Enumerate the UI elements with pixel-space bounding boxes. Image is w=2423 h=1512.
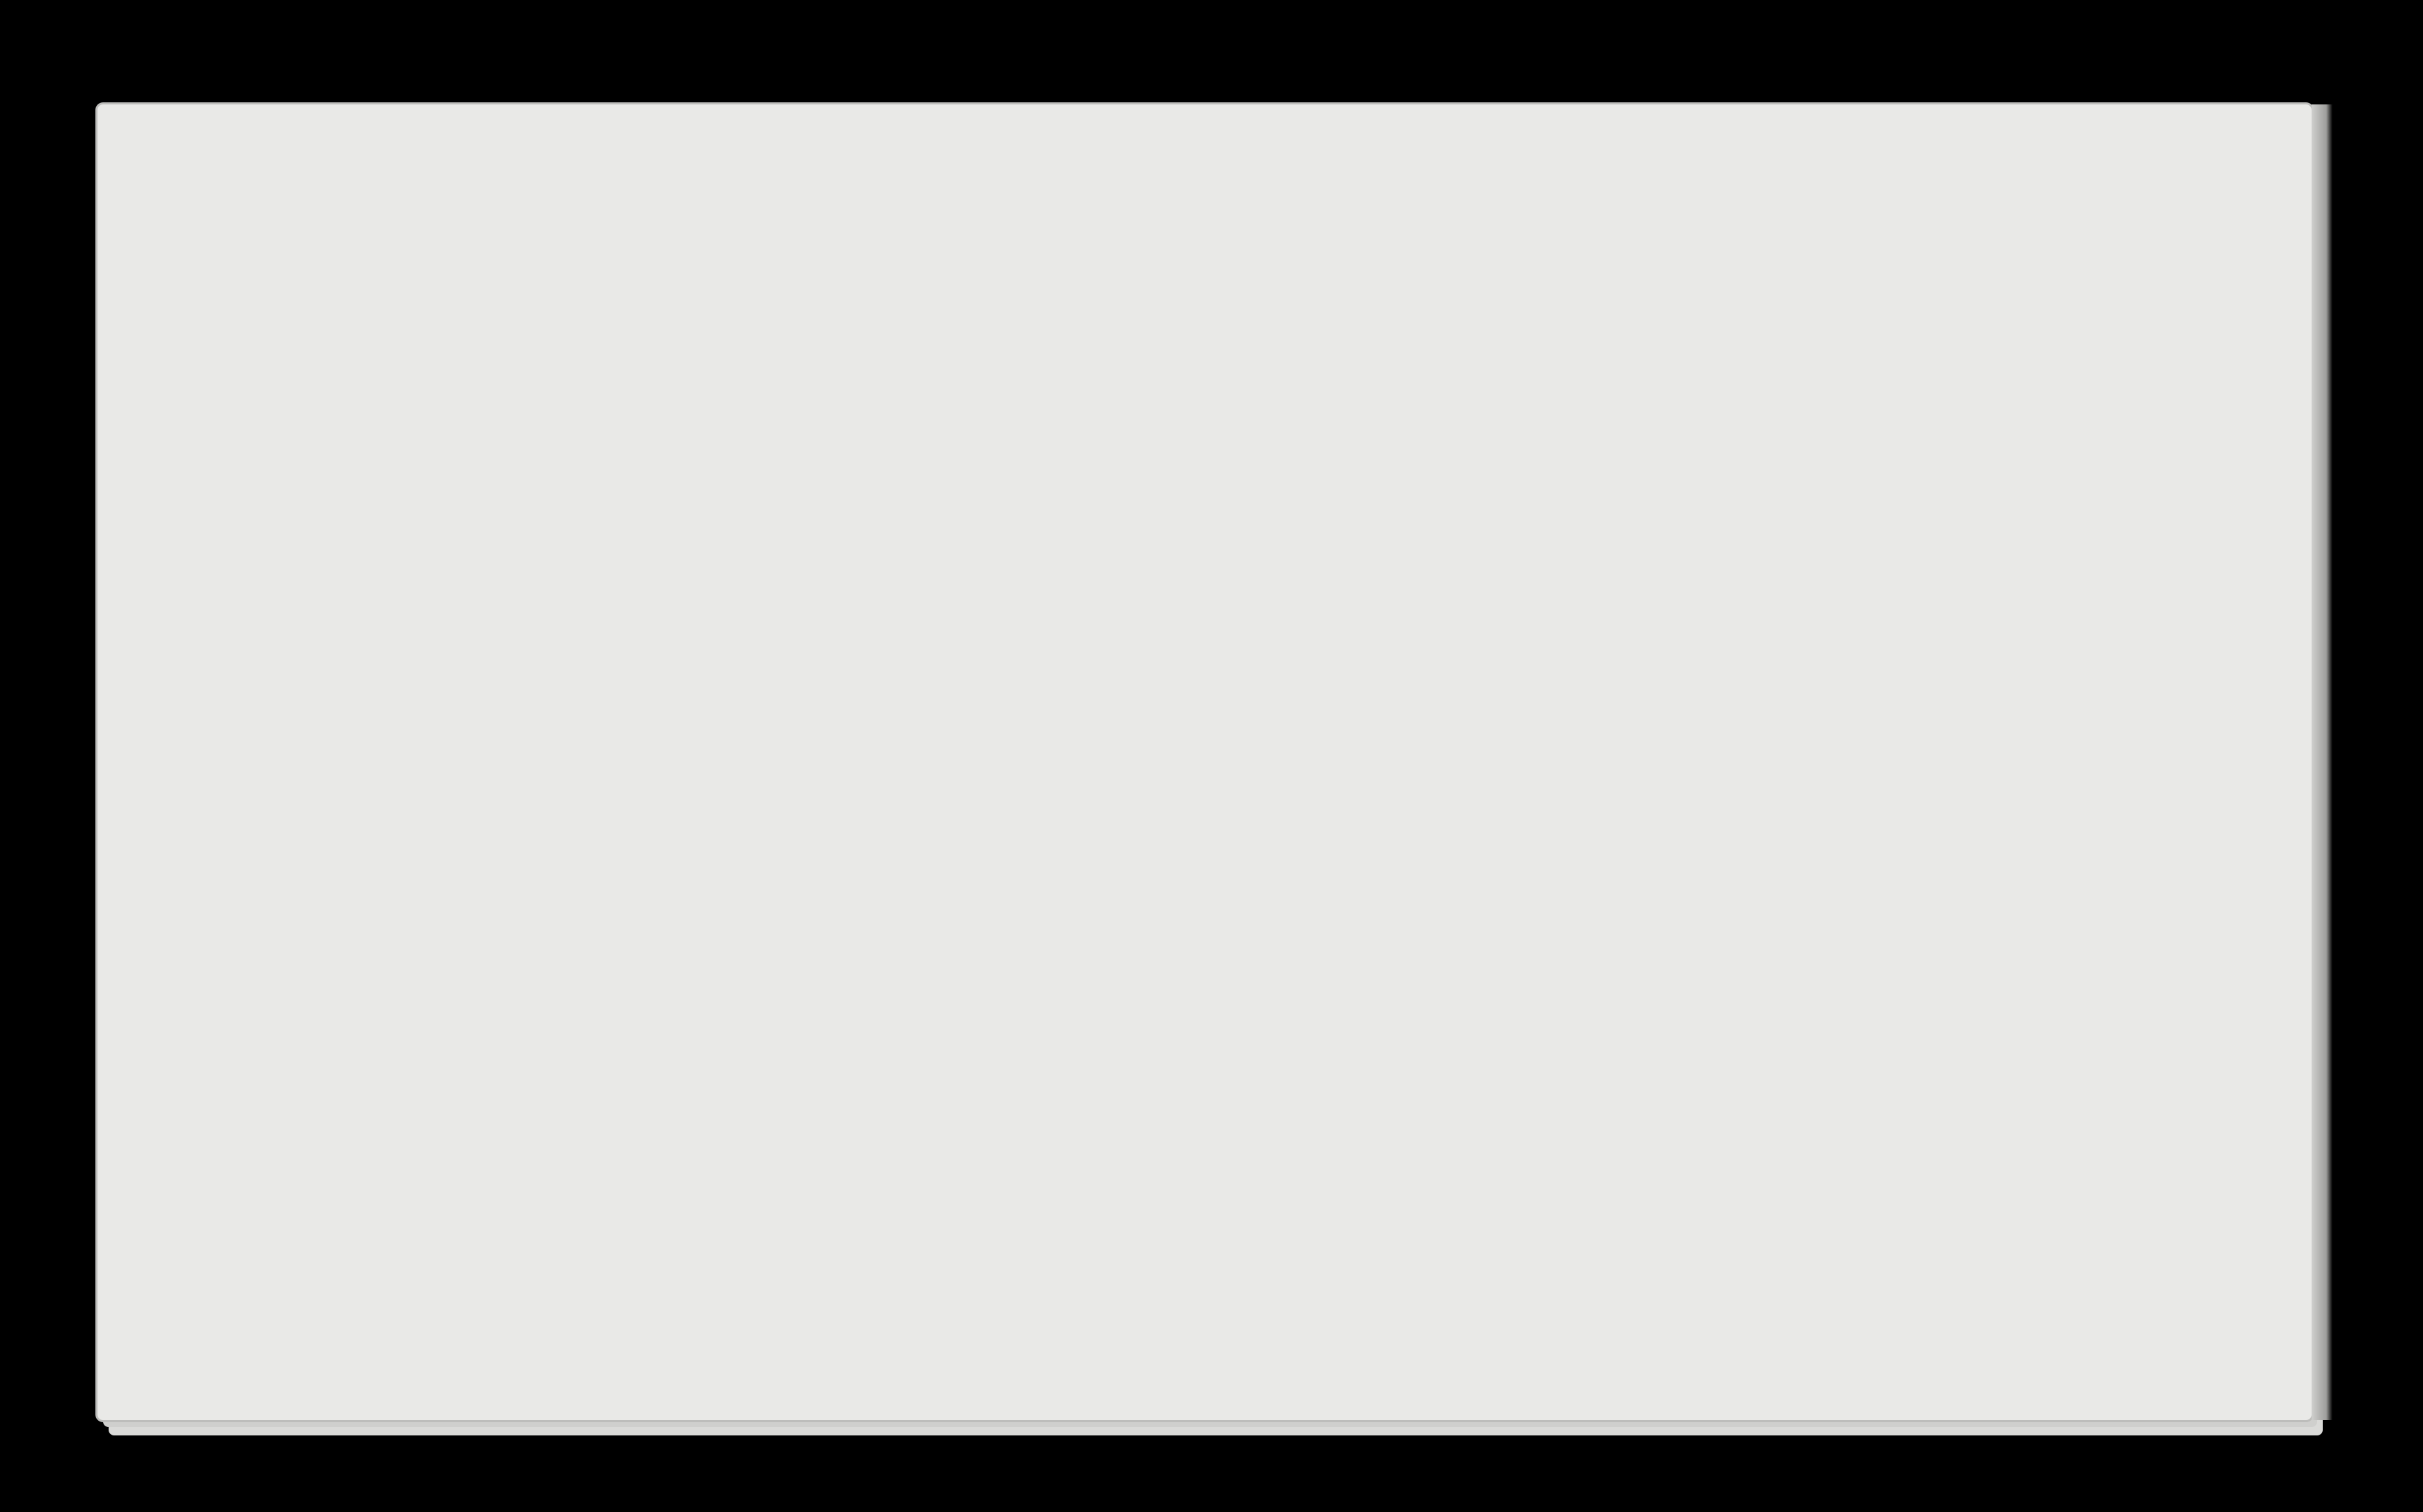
census-card xyxy=(97,104,2312,1420)
page-curl xyxy=(2312,104,2332,1420)
